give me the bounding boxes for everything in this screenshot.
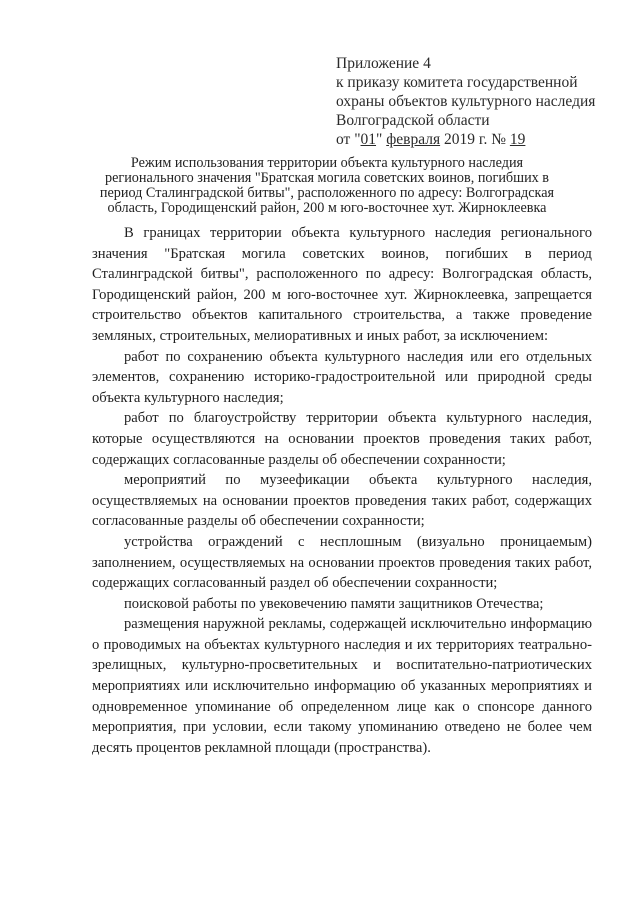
- date-month: февраля: [386, 131, 441, 148]
- paragraph: размещения наружной рекламы, содержащей исключительно информацию о проводимых на объектах культурного наследия и их территориях театрально-зрелищных, культурно-просветительных и воспитательно-патриотических мероприятиях или исключительно информацию об указанных мероприятиях и одновременное упоминание об определенном лице как о спонсоре данного мероприятия, при условии, если такому упоминанию отведено не более чем десять процентов рекламной площади (пространства).: [92, 616, 592, 756]
- appendix-header: [336, 54, 626, 149]
- document-body: [92, 223, 592, 758]
- order-number: 19: [509, 131, 526, 148]
- date-year: 2019 г. №: [440, 131, 510, 148]
- order-date-line: [336, 130, 626, 149]
- document-title: Режим использования территории объекта культурного наследия регионального значения "Братская могила советских воинов, погибших в период Сталинградской битвы", расположенного по адресу: Волгоградская область, Городищенский район, 200 м юго-восточнее хут. Жирноклеевка: [99, 155, 555, 216]
- appendix-number: Приложение 4: [336, 55, 431, 72]
- region-name: Волгоградской области: [336, 112, 490, 129]
- paragraph: работ по благоустройству территории объекта культурного наследия, которые осуществляются на основании проектов проведения таких работ, содержащих согласованные разделы об обеспечении сохранности;: [92, 410, 592, 468]
- committee-name: охраны объектов культурного наследия: [336, 93, 596, 110]
- paragraph: работ по сохранению объекта культурного наследия или его отдельных элементов, сохранению историко-градостроительной или природной среды объекта культурного наследия;: [92, 348, 592, 406]
- paragraph: поисковой работы по увековечению памяти защитников Отечества;: [124, 595, 544, 612]
- paragraph: В границах территории объекта культурного наследия регионального значения "Братская могила советских воинов, погибших в период Сталинградской битвы", расположенного по адресу: Волгоградская область, Городищенский район, 200 м юго-восточнее хут. Жирноклеевка, запрещается строительство объектов капитального строительства, а также проведение земляных, строительных, мелиоративных и иных работ, за исключением:: [92, 225, 592, 344]
- order-reference: к приказу комитета государственной: [336, 74, 578, 91]
- paragraph: устройства ограждений с несплошным (визуально проницаемым) заполнением, осуществляемых на основании проектов проведения таких работ, содержащих согласованный раздел об обеспечении сохранности;: [92, 533, 592, 592]
- date-mid: ": [376, 131, 387, 148]
- paragraph: мероприятий по музеефикации объекта культурного наследия, осуществляемых на основании проектов проведения таких работ, содержащих согласованные разделы об обеспечении сохранности;: [92, 472, 592, 530]
- date-day: 01: [360, 131, 377, 148]
- date-prefix: от ": [336, 131, 361, 148]
